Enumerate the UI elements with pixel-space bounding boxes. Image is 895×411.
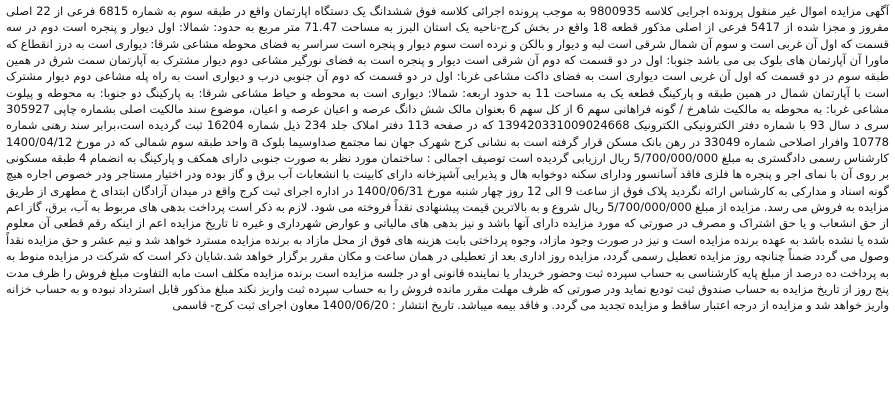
auction-notice-text: آگهی مزایده اموال غیر منقول پرونده اجرایی کلاسه 9800935 به موجب پرونده اجرائی کلاسه فوق ششدانگ یک دستگاه اپارتمان واقع در طبقه سوم به شماره 6815 فرعی از 22 اصلی مفروز و مجزا شده از 5417 فرعی از اصلی مذکور قطعه 18 واقع در بخش کرج-ناحیه یک استان البرز به مساحت 71.47 متر مربع به حدود: شمالا: اول دیوار و پنجره است دوم در سه قسمت که اول آن غربی است و سوم آن شمال شرقی است لبه و دیوار و بالکن و نرده است سوم دیوار و پنجره است سراسر به فضای محوطه مشاعی شرقا: دیواری است به درز انقطاع که ماورا آن آپارتمان های بلوک بی می باشد جنوبا: اول در دو قسمت که دوم آن شرقی است دیوار و پنجره است به فضای نورگیر مشاعی دوم دیوار مشترک به آپارتمان سمت شرق در همین طبقه سوم در دو قسمت که اول آن غربی است دیواری است به فضای داکت مشاعی غربا: اول در دو قسمت که دوم آن جنوبی درب و دیواری است به راه پله مشاعی دوم دیوار مشترک است با آپارتمان شمال در همین طبقه و پارکینگ قطعه یک به مساحت 11 به حدود اربعه: شمالا: دیواری است به محوطه و حیاط مشاعی شرقا: به پارکینگ دو جنوبا: به محوطه و پیلوت مشاعی غربا: به محوطه به مالکیت شاهرخ / گونه فراهانی سهم 6 از کل سهم 6 بعنوان مالک شش دانگ عرصه و اعیان عرصه و اعیان، موضوع سند مالکیت اصلی بشماره چاپی 305927 سری د سال 93 با شماره دفتر الکترونیکی الکترونیک 139420331009024668 که در صفحه 113 دفتر املاک جلد 234 ذیل شماره 16204 ثبت گردیده است،برابر سند رهنی شماره 10778 وافرار اصلاحی شماره 33049 در رهن بانک مسکن قرار گرفته است به نشانی کرج شهرک جهان نما مجتمع صداوسیما بلوک a واحد طبقه سوم شمالی که در مورخ 1400/04/12 کارشناس رسمی دادگستری به مبلغ 5/700/000/000 ریال ارزیابی گردیده است توصیف اجمالی : ساختمان مورد نظر به صورت جنوبی دارای همکف و پارکینگ به انضمام 4 طبقه مسکونی بر روی آن با نمای اجر و پنجره ها فلزی فاقد آسانسور ودارای سکنه دوخوابه هال و پذیرایی آشپزخانه دارای کابینت با انشعابات آب برق و گاز بوده ودر اختیار مستاجر ودر خصوص اجاره هیچ گونه اسناد و مدارکی به کارشناس ارائه نگردید پلاک فوق از ساعت 9 الی 12 روز چهار شنبه مورخ 1400/06/31 در اداره اجرای ثبت کرج واقع در میدان آزادگان ابتدای خ مطهری از طریق مزایده به فروش می رسد. مزایده از مبلغ 5/700/000/000 ریال شروع و به بالاترین قیمت پیشنهادی نقداً فروخته می شود. لازم به ذکر است پرداخت بدهی های مربوط به آب، برق، گاز اعم از حق انشعاب و یا حق اشتراک و مصرف در صورتی که مورد مزایده دارای آنها باشد و نیز بدهی های مالیاتی و عوارض شهرداری و غیره تا تاریخ مزایده اعم از اینکه رقم قطعی آن معلوم شده یا نشده باشد به عهده برنده مزایده است و نیز در صورت وجود مازاد، وجوه پرداختی بابت هزینه های فوق از محل مازاد به برنده مزایده مسترد خواهد شد و نیم عشر و حق مزایده نقداً وصول می گردد ضمناً چنانچه روز مزایده تعطیل رسمی گردد، مزایده روز اداری بعد از تعطیلی در همان ساعت و مکان مقرر برگزار خواهد شد.شایان ذکر است که شرکت در مزایده منوط به به پرداخت ده درصد از مبلغ پایه کارشناسی به حساب سپرده ثبت وحضور خریدار یا نماینده قانونی او در جلسه مزایده است برنده مزایده مکلف است مابه التفاوت مبلغ فروش را ظرف مدت پنج روز از تاریخ مزایده به حساب صندوق ثبت تودیع نماید ودر صورتی که ظرف مهلت مقرر مانده فروش را به حساب سپرده ثبت واریز نکند مبلغ مذکور قابل استرداد نبوده و به حساب خزانه واریز خواهد شد و مزایده از درجه اعتبار ساقط و مزایده تجدید می گردد. و فاقد بیمه میباشد. تاریخ انتشار : 1400/06/20 معاون اجرای ثبت کرج- قاسمی	[6, 4, 890, 313]
